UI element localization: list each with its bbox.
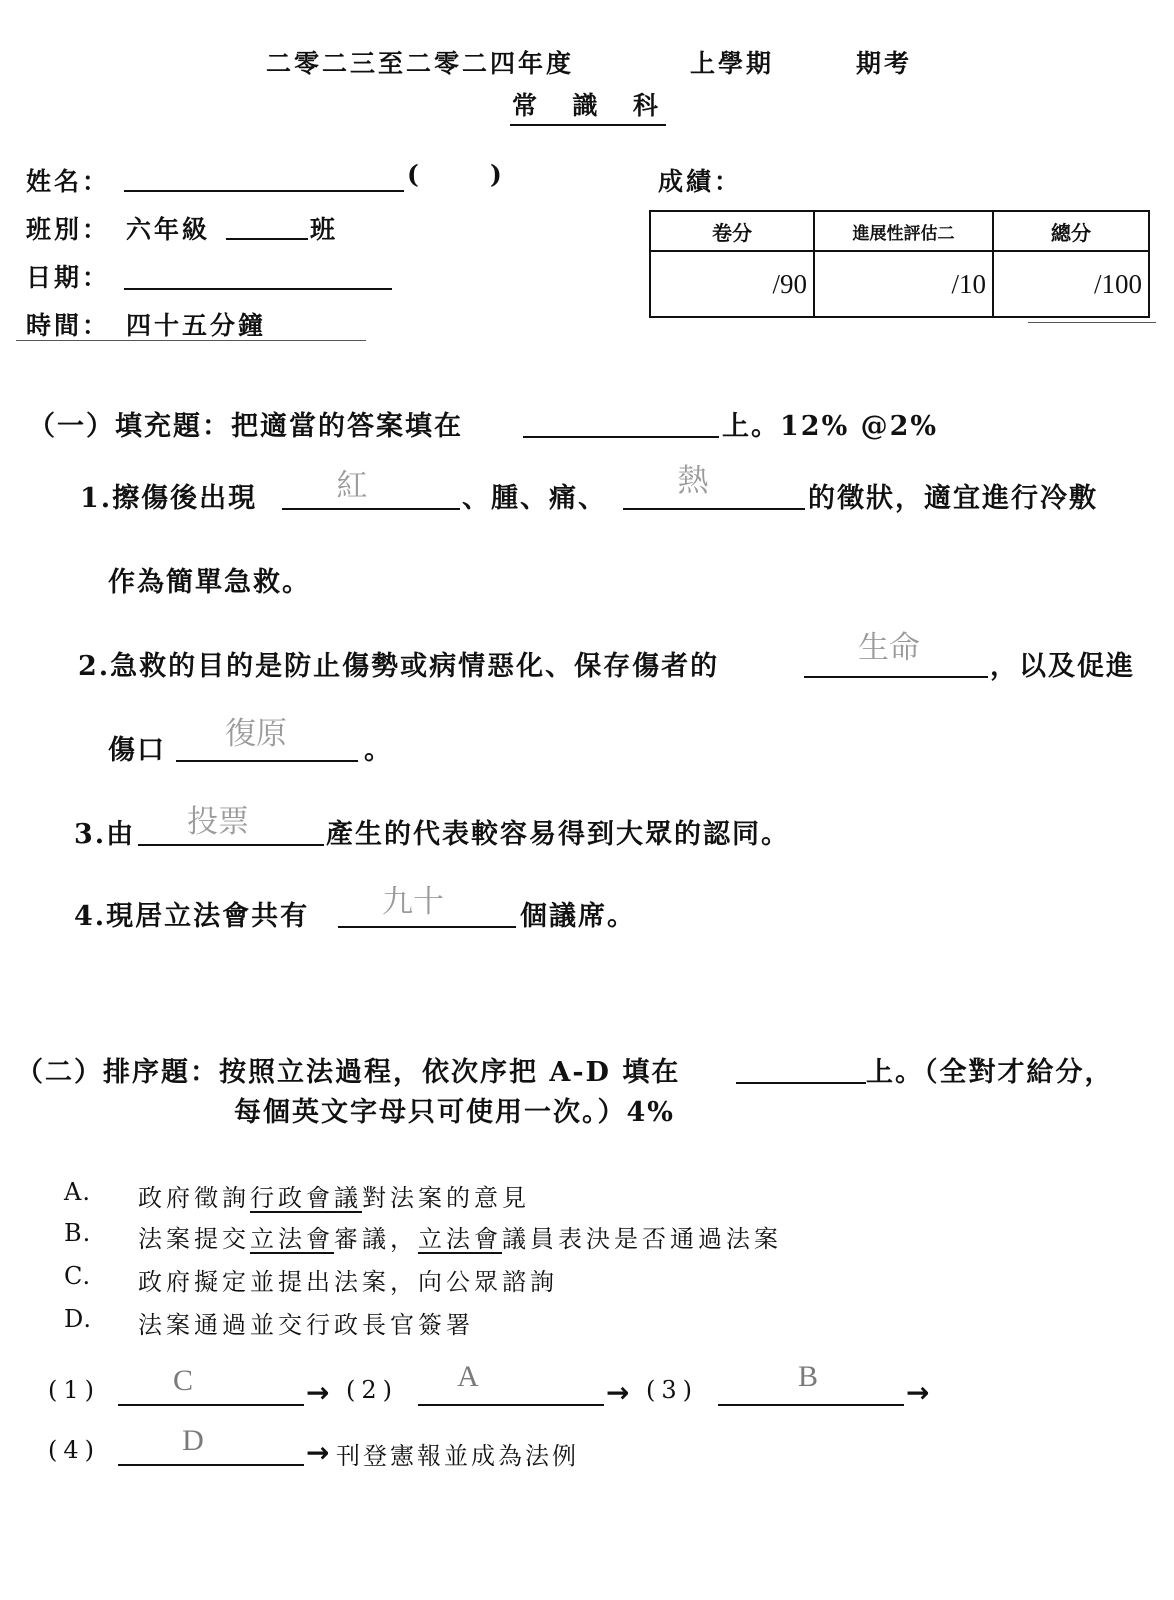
q2-text-start: 2.急救的目的是防止傷勢或病情惡化、保存傷者的 — [78, 651, 720, 682]
q2-text-line2-start: 傷口 — [108, 735, 166, 766]
score-table — [649, 210, 1150, 318]
class-blank[interactable] — [226, 238, 308, 240]
section2-title: （二）排序題：按照立法過程，依次序把 A-D 填在 — [16, 1057, 681, 1088]
q4-blank[interactable] — [338, 926, 516, 928]
section2-title-blank — [736, 1082, 866, 1084]
section1-title: （一）填充題：把適當的答案填在 — [28, 411, 463, 442]
option-b-text: 法案提交立法會審議，立法會議員表決是否通過法案 — [138, 1225, 782, 1253]
option-b-letter: B. — [64, 1219, 92, 1247]
q3-answer: 投票 — [187, 804, 249, 840]
q1-text-line2: 作為簡單急救。 — [108, 567, 311, 598]
class-label: 班別： — [26, 215, 111, 244]
step-2-blank[interactable] — [418, 1404, 604, 1406]
step-4-answer: D — [182, 1424, 204, 1457]
step-4-label: (4) — [48, 1436, 100, 1464]
score-value-paper: /90 — [650, 251, 814, 317]
step-3-blank[interactable] — [718, 1404, 904, 1406]
q3-text-start: 3.由 — [74, 819, 136, 850]
date-label: 日期： — [26, 263, 111, 292]
q1-blank-2[interactable] — [623, 508, 805, 510]
exam-type: 期考 — [856, 49, 913, 78]
q2-answer-1: 生命 — [858, 630, 920, 666]
q2-blank-2[interactable] — [176, 760, 358, 762]
class-suffix: 班 — [310, 215, 339, 244]
q4-answer: 九十 — [382, 884, 444, 920]
arrow-right-icon: → — [606, 1376, 630, 1409]
step-1-label: (1) — [48, 1376, 100, 1404]
step-2-label: (2) — [346, 1376, 398, 1404]
step-3-answer: B — [797, 1360, 818, 1393]
option-c-text: 政府擬定並提出法案，向公眾諮詢 — [138, 1268, 558, 1296]
step-1-blank[interactable] — [118, 1404, 304, 1406]
header-divider-right — [1028, 322, 1156, 323]
header-divider-left — [16, 340, 366, 341]
class-grade: 六年級 — [126, 215, 211, 244]
q1-text-start: 1.擦傷後出現 — [80, 483, 258, 514]
score-value-total: /100 — [993, 251, 1149, 317]
time-label: 時間： — [26, 311, 111, 340]
option-c-letter: C. — [64, 1262, 92, 1290]
option-d-letter: D. — [64, 1305, 93, 1333]
arrow-right-icon: → — [306, 1376, 330, 1409]
section2-title-line2: 每個英文字母只可使用一次。）4% — [234, 1097, 675, 1128]
q4-text-end: 個議席。 — [520, 901, 636, 932]
option-a-text: 政府徵詢行政會議對法案的意見 — [138, 1184, 530, 1212]
date-blank[interactable] — [124, 288, 392, 290]
score-header-total: 總分 — [993, 211, 1149, 251]
q3-blank[interactable] — [138, 844, 324, 846]
class-number-paren-close: ) — [490, 160, 505, 189]
option-a-letter: A. — [64, 1178, 91, 1206]
name-blank[interactable] — [124, 190, 404, 192]
score-header-progress: 進展性評估二 — [814, 211, 993, 251]
q2-text-line2-end: 。 — [364, 735, 393, 766]
q1-blank-1[interactable] — [282, 508, 460, 510]
section1-title-end: 上。12% @2% — [722, 411, 939, 442]
step-4-blank[interactable] — [118, 1464, 304, 1466]
q1-text-mid: 、腫、痛、 — [462, 483, 607, 514]
score-value-progress: /10 — [814, 251, 993, 317]
exam-term: 上學期 — [690, 49, 775, 78]
name-label: 姓名： — [26, 167, 111, 196]
subject-title: 常 識 科 — [510, 86, 666, 126]
section1-title-blank — [523, 436, 719, 438]
q3-text-end: 產生的代表較容易得到大眾的認同。 — [326, 819, 790, 850]
q1-answer-2: 熱 — [677, 463, 709, 499]
arrow-right-icon: → — [306, 1436, 330, 1469]
q4-text-start: 4.現居立法會共有 — [74, 901, 310, 932]
q2-answer-2: 復原 — [225, 716, 287, 752]
q2-blank-1[interactable] — [804, 676, 988, 678]
final-step-text: 刊登憲報並成為法例 — [336, 1442, 579, 1470]
q1-text-end: 的徵狀，適宜進行冷敷 — [808, 483, 1098, 514]
score-header-paper: 卷分 — [650, 211, 814, 251]
time-value: 四十五分鐘 — [126, 311, 267, 340]
step-1-answer: C — [172, 1364, 193, 1397]
exam-year: 二零二三至二零二四年度 — [266, 49, 575, 78]
section2-title-end: 上。（全對才給分， — [866, 1057, 1114, 1088]
q1-answer-1: 紅 — [336, 468, 368, 504]
option-d-text: 法案通過並交行政長官簽署 — [138, 1311, 474, 1339]
class-number-paren-open: ( — [407, 160, 422, 189]
q2-text-end: ，以及促進 — [990, 651, 1135, 682]
arrow-right-icon: → — [906, 1376, 930, 1409]
step-2-answer: A — [457, 1360, 479, 1393]
step-3-label: (3) — [646, 1376, 698, 1404]
score-label: 成績： — [658, 167, 743, 196]
